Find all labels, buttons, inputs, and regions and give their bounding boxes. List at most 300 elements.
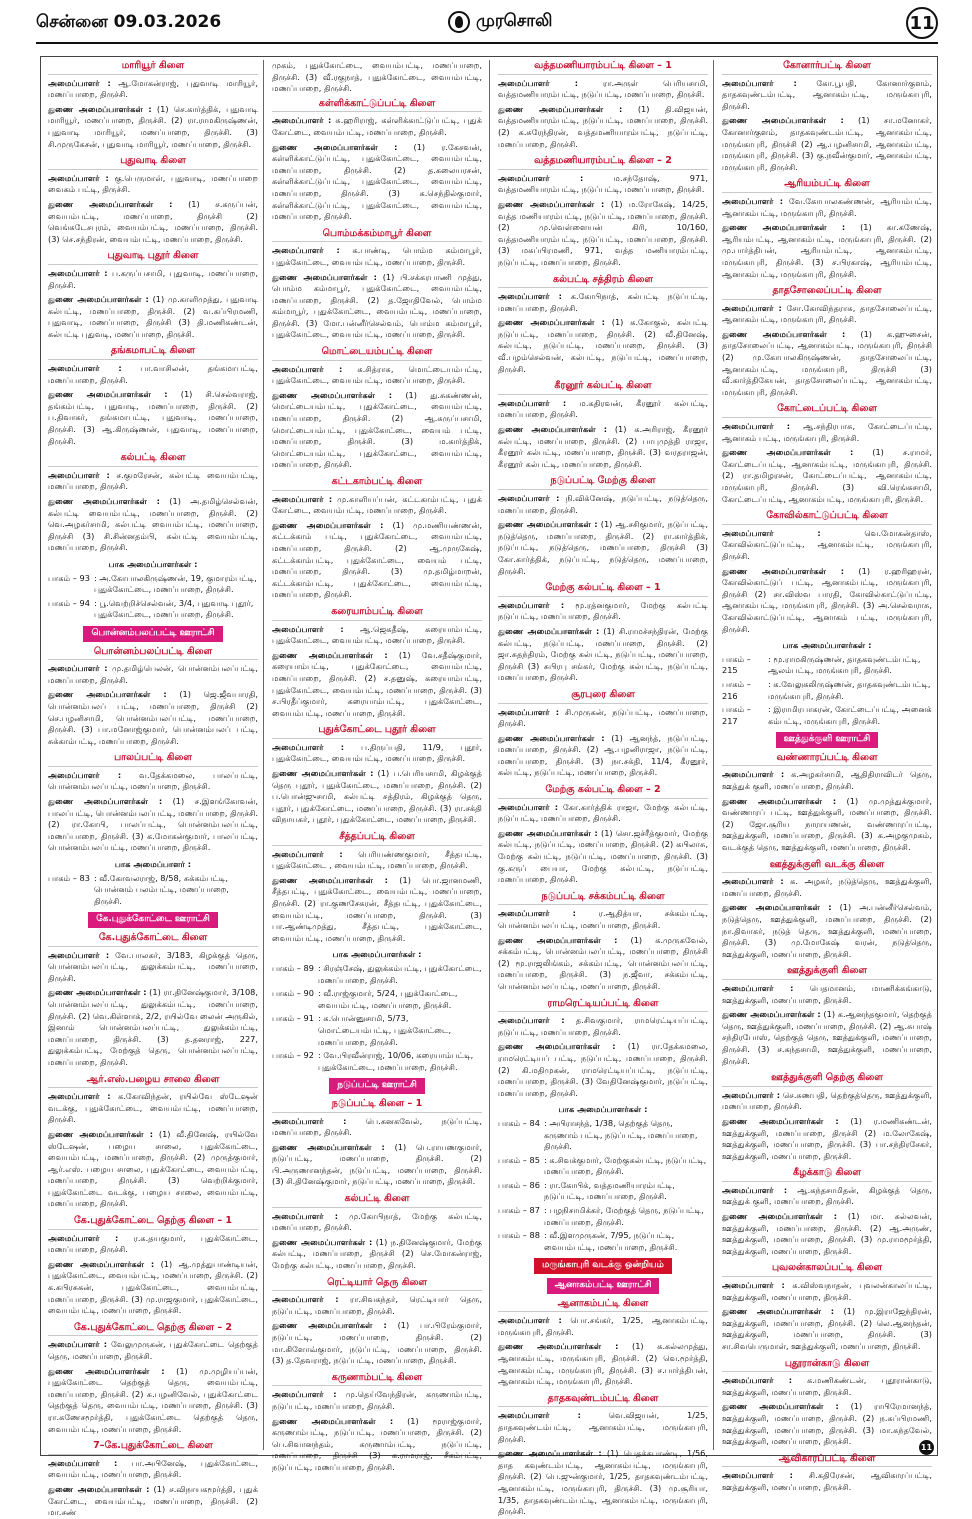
member-paragraph: [722, 796, 932, 854]
branch-title: கீரனூர் கல்பட்டி கிளை: [498, 380, 708, 395]
role-label: துணை அமைப்பாளர்கள் :: [48, 689, 167, 700]
column-2: [272, 60, 483, 1472]
role-label: அமைப்பாளர் :: [498, 77, 579, 88]
role-label: துணை அமைப்பாளர்கள் :: [498, 1041, 616, 1052]
branch-title: தாதகவுண்டம்பட்டி கிளை: [498, 1393, 708, 1408]
branch-section: [722, 510, 932, 635]
branch-title: ஊத்துக்குளி கிளை: [722, 965, 932, 980]
member-paragraph: [48, 78, 258, 101]
panchayat-banner-wrap: [48, 626, 258, 642]
booth-row: [498, 1205, 708, 1228]
member-text: (1) ச.ராமர், கோட்டைப்பட்டி, ஆனாகம்பட்டி, மருங்காபுரி, திருச்சி. (2) ரா.தமிழரசன், கோட்டைப்பட்டி, ஆனாகம்பட்டி, மருங்காபுரி, திருச்சி. (3) வி.ரெங்கசாமி, கோட்டைப்பட்டி, ஆனாகம்பட்டி, மருங்காபுரி, திருச்சி.: [722, 447, 933, 504]
member-paragraph: [722, 769, 932, 792]
member-paragraph: [722, 1211, 932, 1257]
member-paragraph: [272, 245, 482, 268]
member-text: செ.சுணபதி, தெற்குத்தெரு, ஊத்துக்குளி, மணப்பாறை, திருச்சி.: [722, 1089, 932, 1112]
role-label: அமைப்பாளர் :: [722, 1089, 780, 1100]
member-text: (1) வே.சதீஷ்குமார், கரையாம்பட்டி, புதுக்கோட்டை, வையம்பட்டி, மணப்பாறை, திருச்சி. (2) ச.தனுஷ், கரையாம்பட்டி, புதுக்கோட்டை, வையம்பட்டி, மணப்பாறை, திருச்சி. (3) ச.பிரதீப்குமார், கரையாம்பட்டி, புதுக்கோட்டை, வையம்பட்டி, மணப்பாறை, திருச்சி.: [272, 649, 482, 718]
member-text: ரா.அருள் பெரியசாமி, வத்தமணியாரம்பட்டி, நடுப்பட்டி, மணப்பாறை, திருச்சி.: [498, 77, 708, 100]
member-text: (1) அ.தமிழ்செல்வன், கல்பட்டி வையம்பட்டி, மணப்பாறை, திருச்சி. (2) வெ.அழகர்சாமி, கல்பட்டி வையம்பட்டி, மணப்பாறை, திருச்சி (3) சி.சின்னதம்பி, கல்பட்டி வையம்பட்டி, மணப்பாறை, திருச்சி.: [48, 496, 258, 553]
member-text: (1) ர.ஹரிஹரன், கோவில்காட்டுப் பட்டி, ஆனாகம்பட்டி, மருங்காபுரி, திருச்சி (2) சா.விஸ்வ பாரதி, கோவில்காட்டுப்பட்டி, ஆனாகம்பட்டி, மருங்காபுரி, திருச்சி. (3) அ.செல்வராசு, கோவில்காட்டுப்பட்டி, ஆனாகம் பட்டி, மருங்காபுரி, திருச்சி.: [722, 565, 932, 634]
role-label: அமைப்பாளர் :: [722, 527, 821, 538]
booth-list: [498, 1104, 708, 1253]
branch-title: பாலப்பட்டி கிளை: [48, 752, 258, 767]
role-label: அமைப்பாளர் :: [272, 363, 343, 374]
role-label: துணை அமைப்பாளர்கள் :: [722, 447, 854, 458]
member-paragraph: [498, 291, 708, 314]
branch-section: [272, 1098, 482, 1188]
branch-title: மேற்கு கல்பட்டி கிளை – 1: [498, 582, 708, 597]
member-text: (1) க.ஹுசைன், தாதசோலைப்பட்டி, ஆனாகம்பட்டி, மருங்காபுரி, திருச்சி (2) மு.கோபாலகிருஷ்ணன், தாதசோலைப்பட்டி, ஆனாகம்பட்டி, மருங்காபுரி, திருச்சி (3) வீ.கார்த்திகேயன், தாதசோலைப்பட்டி, ஆனாகம்பட்டி, மருங்காபுரி, திருச்சி.: [722, 328, 932, 397]
branch-section: [498, 475, 708, 577]
booth-member: : க.சிவக்குமார், மேற்குகல்பட்டி, நடுப்பட்டி, மணப்பாறை, திருச்சி.: [544, 1154, 707, 1177]
role-label: அமைப்பாளர் :: [722, 302, 782, 313]
booth-list: [272, 949, 482, 1073]
member-text: மு.காளியப்பன், கட்டகாம்பட்டி, புதுக் கோட்டை, வையம்பட்டி, மணப்பாறை, திருச்சி.: [272, 493, 482, 516]
role-label: துணை அமைப்பாளர்கள் :: [722, 222, 846, 233]
role-label: துணை அமைப்பாளர்கள் :: [272, 1141, 385, 1152]
member-text: க.சித்ராசு, மொட்டையம்பட்டி, புதுக்கோட்டை, வையம்பட்டி, மணப்பாறை, திருச்சி.: [272, 363, 482, 386]
member-text: (1) ரா.தினேஷ்குமார், 3/108, பொன்னம்பலப்பட்டி, துலுக்கம்பட்டி, மணப்பாறை, திருச்சி. (2) வெ.கிள்ளாக், 2/2, ரயில்வே லைன் அருகில், இனாம் பொன்னம்பலப்பட்டி, துலுக்கம்பட்டி, மணப்பாறை, திருச்சி. (3) த.தனராஜ், 227, துலுக்கம்பட்டி, மேற்குத் தெரு, பொன்னம்பலப்பட்டி, மணப்பாறை, திருச்சி.: [48, 987, 258, 1067]
panchayat-banner-wrap: [498, 1258, 708, 1274]
branch-title: ஆனாகம்பட்டி கிளை: [498, 1298, 708, 1313]
member-text: (1) வீ.தினேஷ், ரயில்வே ஸ்டேஷன், பழைய சாலை, புதுக்கோட்டை, வையம்பட்டி, மணப்பாறை, திருச்சி. (2) முருத்குமார், ஆர்.எஸ். பழைய சாலை, புதுக்கோட்டை, வையம்பட்டி, மணப்பாறை, திருச்சி. (3) வெற்றிக்குமார், புதுக்கோட்டை வடக்கு, பழைய சாலை, வையம்பட்டி, மணப்பாறை, திருச்சி.: [48, 1128, 258, 1209]
branch-section: [48, 250, 258, 340]
role-label: அமைப்பாளர் :: [48, 363, 122, 374]
member-text: ஆ.கந்தசாமிதன், கிழக்குத் தெரு, ஊத்துக் குளி, மணப்பாறை, திருச்சி.: [722, 1184, 932, 1207]
role-label: அமைப்பாளர் :: [498, 172, 584, 183]
branch-title: புதுக்கோட்டை புதூர் கிளை: [272, 724, 482, 739]
branch-title: கே.புதுக்கோட்டை தெற்கு கிளை – 1: [48, 1215, 258, 1230]
panchayat-banner: ஆனாகம்பட்டி ஊராட்சி: [547, 1278, 660, 1294]
column-3: [498, 60, 709, 1517]
member-text: வ.தேக்கமலை, பாலப்பட்டி, பொன்னம்பலப்பட்டி, மணப்பாறை, திருச்சி.: [48, 769, 258, 792]
branch-section: [48, 345, 258, 447]
booth-row: [272, 1050, 482, 1073]
panchayat-banner: பொன்னம்பலப்பட்டி ஊராட்சி: [83, 626, 222, 642]
role-label: அமைப்பாளர் :: [272, 1294, 339, 1305]
member-paragraph: [272, 624, 482, 647]
member-text: (1) பெ.ராயணகுமார், நடுப்பட்டி, மணப்பாறை, திருச்சி. (2) பி.அருணானந்தன், நடுப்பட்டி, மணப்பாறை, திருச்சி. (3) சி.தினேஷ்குமார், நடுப்பட்டி, மணப்பாறை, திருச்சி.: [272, 1141, 483, 1187]
branch-title: ஊத்துக்குளி தெற்கு கிளை: [722, 1072, 932, 1087]
member-paragraph: [48, 363, 258, 386]
member-paragraph: [272, 1294, 482, 1317]
booth-member: : அ.கோபாலகிருஷ்ணன், 19, குமாரம்பட்டி, புதுக்கோட்டை, மணப்பாறை, திருச்சி.: [94, 572, 257, 595]
elephant-logo-icon: [448, 11, 470, 33]
booth-row: [722, 704, 932, 727]
booth-number: பாகம் – 89: [272, 962, 314, 973]
member-paragraph: [722, 222, 932, 280]
booth-row: [48, 598, 258, 621]
branch-title: புவலன்காலப்பட்டி கிளை: [722, 1262, 932, 1277]
footer-page-number: 11: [919, 1440, 934, 1455]
member-paragraph: [48, 987, 258, 1068]
member-paragraph: [272, 768, 482, 826]
member-text: பொ.சங்கர், 1/25, ஆனாகம்பட்டி, மருங்காபுரி, திருச்சி.: [498, 1315, 708, 1337]
member-paragraph: [722, 329, 932, 399]
branch-title: மாரியூர் கிளை: [48, 60, 258, 75]
member-text: (1) ச.விநாயகமூர்த்தி, புதுக் கோட்டை, வையம்பட்டி, மணப்பாறை, திருச்சி. (2) மா.சண்: [48, 1483, 258, 1518]
branch-title: பொம்மக்கம்மாபூர் கிளை: [272, 228, 482, 243]
branch-section: [48, 932, 258, 1069]
branch-title: ராமரெட்டியப்பட்டி கிளை: [498, 998, 708, 1013]
member-paragraph: [48, 1259, 258, 1317]
member-paragraph: [722, 983, 932, 1006]
member-text: (1) க.முருகவேல், சக்கம்பட்டி, பொன்னம்பலப்பட்டி, மணப்பாறை, திருச்சி (2) மூ.ராஜலிங்கம், சக்கம்பட்டி, பொன்னம்பலப்பட்டி, மணப்பாறை, திருச்சி. (3) ந.ஜீவா, சக்கம்பட்டி, பொன்னம்பலப்பட்டி, மணப்பாறை, திருச்சி.: [498, 934, 709, 991]
booth-row: [498, 1230, 708, 1253]
booth-member: : ரா.கோபிக், வத்தமணியாரம்பட்டி, நடுப்பட்டி, மணப்பாறை, திருச்சி.: [544, 1179, 675, 1202]
member-paragraph: [498, 1015, 708, 1038]
member-paragraph: [722, 1009, 932, 1067]
member-paragraph: [722, 1280, 932, 1303]
role-label: துணை அமைப்பாளர்கள் :: [272, 1415, 394, 1426]
member-paragraph: [498, 104, 708, 150]
member-text: ப.கருப்பசாமி, புதுவாடி, மணப்பாறை, திருச்சி.: [48, 267, 258, 290]
role-label: அமைப்பாளர் :: [498, 1315, 562, 1326]
role-label: துணை அமைப்பாளர்கள் :: [498, 1341, 619, 1352]
role-label: துணை அமைப்பாளர்கள் :: [722, 795, 837, 806]
member-text: ரா.சிவகந்தர், ரெட்டியார் தெரு, நடுப்பட்டி, மணப்பாறை, திருச்சி.: [272, 1294, 482, 1316]
booth-member: : சிரஞ்சேஷ், துலுக்கம்பட்டி, புதுக்கோட்டை, மணப்பாறை, திருச்சி.: [318, 962, 482, 985]
member-text: கோ.பூபதி, கோனார்குளம், தாதகவுண்டம்பட்டி, ஆனாகம்பட்டி, மருங்காபுரி, திருச்சி.: [722, 77, 932, 111]
member-paragraph: [722, 902, 932, 960]
branch-section: [498, 274, 708, 376]
branch-section: [272, 724, 482, 826]
member-text: (1) ப.பெரியசாமி, கிழக்குத் தெரு புதூர், புதுக்கோட்டை, மணப்பாறை, திருச்சி. (2) ப.பொன்ஜுசாமி, கல்பட்டி சத்திரம், கிழக்குத் தெரு, புதூர், புதுக்கோட்டை, மணப்பாறை, திருச்சி. (3) ரா.சக்தி விநாயகர், புதூர், புதுக்கோட்டை, மணப்பாறை, திருச்சி.: [272, 768, 482, 825]
role-label: துணை அமைப்பாளர்கள் :: [272, 389, 392, 400]
booth-number: பாகம் – 90: [272, 988, 314, 999]
role-label: அமைப்பாளர் :: [48, 469, 110, 480]
member-paragraph: [272, 390, 482, 471]
member-paragraph: [48, 294, 258, 340]
branch-title: தங்கமாபட்டி கிளை: [48, 345, 258, 360]
member-paragraph: [272, 1237, 482, 1272]
role-label: துணை அமைப்பாளர்கள் :: [48, 1365, 165, 1376]
role-label: அமைப்பாளர் :: [272, 245, 340, 256]
role-label: அமைப்பாளர் :: [48, 949, 110, 960]
role-label: அமைப்பாளர் :: [722, 77, 797, 88]
column-divider: [489, 60, 490, 1450]
role-label: துணை அமைப்பாளர்கள் :: [48, 103, 152, 114]
member-text: கோ.கார்த்திக் ராஜா, மேற்கு கல்பட்டி, நடுப்பட்டி, மணப்பாறை, திருச்சி.: [498, 801, 708, 824]
branch-title: கோட்டைப்பட்டி கிளை: [722, 403, 932, 418]
member-text: பெரியண்ணகுமார், சீத்தபட்டி, புதுக்கோட்டை , வையம்பட்டி, மணப்பாறை, திருச்சி.: [272, 848, 482, 871]
member-paragraph: [48, 689, 258, 747]
member-text: (1) பி.சக்கரபாணி முத்து, பொம்ம கம்மாபூர், புதுக்கோட்டை, வையம்பட்டி, மணப்பாறை, திருச்சி. (2) த.ஜோதிவேல், பொம்ம கம்மாபூர், புதுக்கோட்டை, வையம்பட்டி, மணப்பாறை, திருச்சி. (3) மோ.பன்னீர்செல்வம், பொம்ம கம்மாபூர், புதுக்கோட்டை, வையம்பட்டி, மணப்பாறை, திருச்சி.: [272, 271, 482, 340]
member-paragraph: [48, 389, 258, 447]
member-text: (1) து.சுகண்ணன், மொட்டையம்பட்டி, புதுக்கோட்டை, வையம்பட்டி, மணப்பாறை, திருச்சி. (2) ஆ.சுருப்பசாமி, மொட்டையம்பட்டி, புதுக்கோட்டை, வையம் பட்டி, மணப்பாறை, திருச்சி. (3) ம.கார்த்திக், மொட்டையம்பட்டி, புதுக்கோட்டை, வையம்பட்டி, மணப்பாறை, திருச்சி.: [272, 389, 482, 470]
role-label: துணை அமைப்பாளர்கள் :: [272, 874, 388, 885]
branch-title: கல்பட்டி சத்திரம் கிளை: [498, 274, 708, 289]
column-divider: [713, 60, 714, 1450]
member-paragraph: [498, 626, 708, 684]
member-paragraph: [722, 876, 932, 899]
member-paragraph: [48, 796, 258, 854]
branch-title: ஆர்.எஸ்.பழைய சாலை கிளை: [48, 1074, 258, 1089]
member-text: க. அழகர், நடுத்தெரு, ஊத்துக்குளி, மணப்பாறை, திருச்சி.: [722, 876, 932, 898]
member-paragraph: [498, 78, 708, 101]
role-label: துணை அமைப்பாளர்கள் :: [272, 768, 374, 779]
panchayat-banner: ஊத்துக்குளி ஊராட்சி: [776, 732, 879, 748]
member-text: க.விஸ்வநாதன், புவலன்காலப்பட்டி, ஊத்துக்குளி, மணப்பாறை, திருச்சி.: [722, 1280, 932, 1302]
member-text: (1) மு.காளிமுத்து, புதுவாடி கல்பட்டி, மணப்பாறை, திருச்சி. (2) வ.கப்பிரமணி, புதுவாடி, மணப்பாறை, திருச்சி (3) தி.மணிகண்டன், கல்பட்டி புதுவடி, மணப்பாறை, திருச்சி.: [48, 294, 258, 339]
branch-section: [498, 784, 708, 886]
member-paragraph: [722, 1090, 932, 1113]
member-text: நி.விக்னேஷ், நடுப்பட்டி, நடுத்தெரு, மணப்பாறை, திருச்சி.: [498, 493, 708, 515]
edition-date: சென்னை 09.03.2026: [36, 12, 222, 32]
booth-member: : மூ.ராமகிருஷ்ணன், தாதகவுண்டம்பட்டி, ஆலம்பட்டி, மருங்காபுரி, திருச்சி.: [768, 653, 921, 676]
member-paragraph: [48, 1366, 258, 1436]
member-paragraph: [272, 115, 482, 138]
booth-row: [498, 1118, 708, 1153]
branch-section: [498, 1393, 708, 1518]
role-label: அமைப்பாளர் :: [498, 599, 565, 610]
booth-list-heading: பாக அமைப்பாளர்கள் :: [332, 949, 422, 960]
role-label: துணை அமைப்பாளர்கள் :: [498, 827, 598, 838]
booth-row: [272, 963, 482, 986]
booth-member: : க.வேலுகலிருஷ்ணன், தாதகவுண்டம்பட்டி, மருங்காபுரி, திருச்சி.: [768, 678, 931, 701]
member-paragraph: [272, 142, 482, 223]
booth-member: : வீ.ராஜ்குமார், 5/24, புதுக்கோட்டை, வையம்பட்டி, மணப்பாறை, திருச்சி.: [318, 988, 458, 1010]
member-paragraph: [498, 199, 708, 269]
role-label: அமைப்பாளர் :: [498, 706, 559, 717]
booth-list: [722, 640, 932, 727]
branch-section: [272, 476, 482, 601]
member-text: பெதமானம், மாணிக்கங்காடு, ஊத்துக்குளி, மணப்பாறை, திருச்சி.: [722, 982, 932, 1005]
member-text: (1) மு.மணியண்ணன், கட்டக்காம் பட்டி, புதுக்கோட்டை, வையம்பட்டி, மணப்பாறை, திருச்சி. (2) ஆ.முருகேஷ், கட்டக்காம்பட்டி, புதுக்கோட்டை, வையம் பட்டி, மணப்பாறை, திருச்சி. (3) மு.தமிழ்மாறன், கட்டக்காம்பட்டி, புதுக்கோட்டை, வையம்பட்டி, மணப்பாறை, திருச்சி.: [272, 519, 482, 600]
member-paragraph: [498, 707, 708, 730]
role-label: துணை அமைப்பாளர்கள் :: [722, 902, 832, 913]
member-text: (1) சி.செல்வராஜ், தங்கம்பட்டி, புதுவாடி, மணப்பாறை, திருச்சி. (2) ப.திவாகர், தங்கமாபட்டி, புதுவாடி, மணப்பாறை, திருச்சி. (3) ஆ.கிருஷ்ணன், புதுவாடி, மணப்பாறை, திருச்சி.: [48, 389, 259, 446]
member-paragraph: [498, 600, 708, 623]
member-paragraph: [498, 908, 708, 931]
branch-title: கோனார்பட்டி கிளை: [722, 60, 932, 75]
member-paragraph: [48, 470, 258, 493]
panchayat-banner-wrap: [722, 732, 932, 748]
role-label: அமைப்பாளர் :: [272, 493, 333, 504]
booth-row: [272, 1013, 482, 1048]
member-paragraph: [272, 1416, 482, 1474]
member-text: வேலுமுருகன், புதுக்கோட்டை தெற்குத் தெரு, மணப்பாறை, திருச்சி.: [48, 1339, 258, 1361]
role-label: துணை அமைப்பாளர்கள் :: [722, 1115, 839, 1126]
role-label: துணை அமைப்பாளர்கள் :: [722, 1009, 821, 1020]
branch-title: கல்பட்டி கிளை: [272, 1193, 482, 1208]
role-label: அமைப்பாளர் :: [48, 1457, 118, 1468]
role-label: துணை அமைப்பாளர்கள் :: [498, 519, 598, 530]
member-paragraph: [722, 1470, 932, 1493]
branch-title: கல்பட்டி கிளை: [48, 452, 258, 467]
booth-number: பாகம் – 217: [722, 704, 751, 726]
role-label: துணை அமைப்பாளர்கள் :: [272, 519, 384, 530]
member-paragraph: [272, 1116, 482, 1139]
role-label: துணை அமைப்பாளர்கள் :: [48, 987, 147, 998]
member-text: (1) கா.கணேஷ், ஆரியம்பட்டி, ஆனாகம்பட்டி, மருங்காபுரி, திருச்சி. (2) மு.பார்த்திபன், ஆரியம்பட்டி, ஆனாகம்பட்டி, மருங்காபுரி, திருச்சி. (3) ச.பிரகாஷ், ஆரியம்பட்டி, ஆனாகம்பட்டி, மருங்காபுரி, திருச்சி.: [722, 222, 932, 279]
member-paragraph: [498, 802, 708, 825]
branch-section: [272, 1193, 482, 1272]
role-label: துணை அமைப்பாளர்கள் :: [48, 389, 168, 400]
role-label: அமைப்பாளர் :: [272, 741, 345, 752]
booth-row: [498, 1155, 708, 1178]
branch-section: [722, 752, 932, 854]
role-label: அமைப்பாளர் :: [48, 77, 111, 88]
branch-section: [48, 60, 258, 150]
member-text: (1) செ.கார்த்திக், புதுவாடி மாரியூர், மணப்பாறை, திருச்சி. (2) ரா.ராமகிருஷ்ணன், புதுவாடி மாரியூர், மணப்பாறை, திருச்சி. (3) சி.முருகேசன், புதுவாடி மாரியூர், மணப்பாறை, திருச்சி.: [48, 103, 258, 149]
member-paragraph: [48, 268, 258, 291]
member-text: கு.பெருமாள், புதுவாடி, மணப்பாறை வைகம் பட்டி, திருச்சி.: [48, 172, 258, 195]
member-text: சு.ஹரிராஜ், கள்ளிக்காட்டுப்பட்டி, புதுக் கோட்டை, வையம்பட்டி, மணப்பாறை, திருச்சி.: [272, 115, 482, 137]
member-paragraph: [722, 1185, 932, 1208]
branch-title: ஆவிகாரப்பட்டி கிளை: [722, 1453, 932, 1468]
member-paragraph: [722, 196, 932, 219]
branch-section: [272, 831, 482, 944]
booth-number: பாகம் – 91: [272, 1013, 314, 1024]
member-text: பெ.கனகவேல், நடுப்பட்டி, மணப்பாறை, திருச்சி.: [272, 1115, 482, 1138]
panchayat-banner: நடுப்பட்டி ஊராட்சி: [329, 1078, 425, 1094]
member-paragraph: [722, 115, 932, 173]
branch-title: நடுப்பட்டி மேற்கு கிளை: [498, 475, 708, 490]
member-text: பா.அபினேஷ், புதுக்கோட்டை, வையம்பட்டி, மணப்பாறை, திருச்சி.: [48, 1457, 258, 1480]
role-label: துணை அமைப்பாளர்கள் :: [722, 328, 846, 339]
branch-title: கருணாம்பட்டி கிளை: [272, 1372, 482, 1387]
member-text: ப.திருப்பதி, 11/9, புதூர், புதுக்கோட்டை, வையம்பட்டி, மணப்பாறை, திருச்சி.: [272, 741, 482, 764]
member-paragraph: [272, 1142, 482, 1188]
member-text: (1) க.ஆனந்தகுமார், தெற்குத் தெரு, ஊத்துக்குளி, மணப்பாறை, திருச்சி. (2) ஆ.சுபாஷ் சந்திரபோஸ், தெற்குத் தெரு, ஊத்துக்குளி, மணப்பாறை, திருச்சி. (3) ச.கந்தசாமி, ஊத்துக்குளி, மணப்பாறை, திருச்சி.: [722, 1009, 932, 1066]
booth-row: [722, 679, 932, 702]
member-text: மு.தமிழ்பெலன், பொன்னம்பலப்பட்டி, மணப்பாறை, திருச்சி.: [48, 663, 258, 685]
branch-section: [48, 1215, 258, 1317]
role-label: அமைப்பாளர் :: [272, 115, 332, 126]
member-paragraph: [722, 1306, 932, 1352]
branch-section: [722, 1262, 932, 1352]
member-paragraph: [722, 447, 932, 505]
member-paragraph: [272, 520, 482, 601]
member-text: (1) ர.கேசவன், கள்ளிக்காட்டுப்பட்டி, புதுக்கோட்டை, வையம்பட்டி, மணப்பாறை, திருச்சி. (2) த.கலையரசன், கள்ளிக்காட்டுப்பட்டி, புதுக்கோட்டை, வையம்பட்டி, மணப்பாறை, திருச்சி. (3) க.செந்தில்குமார், கள்ளிக்காட்டுப்பட்டி, புதுக்கோட்டை, வையம்பட்டி, மணப்பாறை, திருச்சி.: [272, 141, 482, 222]
role-label: அமைப்பாளர் :: [498, 1410, 581, 1421]
member-paragraph: [498, 493, 708, 516]
role-label: அமைப்பாளர் :: [272, 1210, 339, 1221]
column-1: [48, 60, 259, 1518]
role-label: அமைப்பாளர் :: [272, 623, 344, 634]
member-paragraph: [272, 849, 482, 872]
branch-section: [272, 606, 482, 719]
role-label: அமைப்பாளர் :: [48, 663, 108, 674]
member-paragraph: [272, 1320, 482, 1366]
member-paragraph: [722, 1116, 932, 1162]
role-label: அமைப்பாளர் :: [498, 291, 562, 302]
booth-number: பாகம் – 94: [48, 597, 90, 608]
role-label: துணை அமைப்பாளர்கள் :: [48, 198, 173, 209]
branch-section: [48, 752, 258, 854]
member-paragraph: [722, 1401, 932, 1447]
member-text: ம.சந்தோஷ், 971, வத்தமணியாரம்பட்டி, நடுப்பட்டி, மணப்பாறை, திருச்சி.: [498, 172, 708, 195]
member-text: மூ.ரத்னகுமார், மேற்கு கல்பட்டி நடுப்பட்டி, மணப்பாறை, திருச்சி.: [498, 599, 708, 622]
member-text: (1) ம.ரோகேஷ், 14/25, வத்த மணியாரம்பட்டி, நடுப்பட்டி, மணப்பாறை, திருச்சி. (2) மு.வெள்ளையன் கிரி, 10/160, வத்தமணியாரம்பட்டி, நடுப்பட்டி, மணப்பாறை, திருச்சி. (3) மகப்பிரமணி, 971, வத்த மணியாரம்பட்டி, நடுப்பட்டி, மணப்பாறை, திருச்சி.: [498, 198, 708, 267]
booth-number: பாகம் – 86: [498, 1179, 540, 1190]
branch-title: மொட்டையம்பட்டி கிளை: [272, 346, 482, 361]
booth-number: பாகம் – 216: [722, 678, 751, 701]
role-label: துணை அமைப்பாளர்கள் :: [722, 1306, 835, 1317]
role-label: அமைப்பாளர் :: [48, 267, 108, 278]
column-4: [722, 60, 933, 1492]
member-text: (1) பெதக்கபாண்டி, 1/56, தாத கவுண்டம்பட்டி, ஆனாகம்பட்டி, மருங்காபுரி, திருச்சி. (2) பெ.ஜுன்குமார், 1/25, தாதகவுண்டம்பட்டி, ஆனாகம்பட்டி, மருங்காபுரி, திருச்சி. (3) மு.சூரியா, 1/35, தாதகவுண்டம்பட்டி, ஆனாகம்பட்டி, மருங்காபுரி, திருச்சி.: [498, 1448, 708, 1517]
role-label: துணை அமைப்பாளர்கள் :: [272, 1236, 373, 1247]
member-paragraph: [498, 424, 708, 470]
branch-title: புதுவாடி கிளை: [48, 155, 258, 170]
member-paragraph: [48, 496, 258, 554]
role-label: அமைப்பாளர் :: [272, 1389, 337, 1400]
member-paragraph: [272, 875, 482, 945]
member-text: க.பாண்டி, பொம்ம கம்மாபூர், புதுக்கோட்டை, வையம்பட்டி, மணப்பாறை, திருச்சி.: [272, 245, 482, 267]
branch-section: [722, 859, 932, 961]
branch-section: [272, 98, 482, 223]
member-text: ஆ.மோகன்ராஜ், புதுவாடி மாரியூர், மணப்பாறை, திருச்சி.: [48, 77, 258, 100]
member-paragraph: [498, 398, 708, 421]
page-number-badge: 11: [906, 7, 938, 39]
member-paragraph: [498, 1448, 708, 1518]
role-label: துணை அமைப்பாளர்கள் :: [498, 1448, 602, 1459]
branch-section: [722, 403, 932, 505]
member-text: (1) ச.கருப்பன், வையம்பட்டி, மணப்பாறை, திருச்சி (2) வெங்கடேசபுரம், வையம்பட்டி, மணப்பாறை, திருச்சி. (3) செ.சந்திரன், வையம்பட்டி, மணப்பாறை, திருச்சி.: [48, 198, 258, 244]
panchayat-banner-wrap: [48, 912, 258, 928]
branch-section: [272, 346, 482, 471]
member-text: சி.முருகன், நடுப்பட்டி, மணப்பாறை, திருச்சி.: [498, 706, 708, 729]
member-paragraph: [48, 1458, 258, 1481]
member-text: (1) மூராஜ்குமார், கருணாம்பட்டி, நடுப்பட்டி, மணப்பாறை, திருச்சி. (2) பெ.சிவானந்தம், கருணாம்பட்டி, நடுப்பட்டி, மணப்பாறை, திருச்சி (3) க.ராமராஜ், சீகம்பட்டி, நடுப்பட்டி, மணப்பாறை, திருச்சி.: [272, 1415, 482, 1472]
member-paragraph: [498, 1315, 708, 1338]
branch-title: தாதசோலைப்பட்டி கிளை: [722, 285, 932, 300]
branch-title: வண்ணாரப்பட்டி கிளை: [722, 752, 932, 767]
member-text: வே.கோபாலகண்ணன், ஆரியம்பட்டி, ஆனாகம்பட்டி, மருங்காபுரி, திருச்சி.: [722, 195, 932, 218]
member-text: (1) ஆனந்த், நடுப்பட்டி, மணப்பாறை, திருச்சி. (2) ஆ.பழனிராஜா, நடுப்பட்டி, மணப்பாறை, திருச்சி. (3) நா.சக்தி, 11/4, கீரனூர், கல்பட்டி, நடுப்பட்டி, மணப்பாறை, திருச்சி.: [498, 732, 708, 778]
member-paragraph: [498, 733, 708, 779]
member-text: க.கோபிநாத், கல்பட்டி நடுப்பட்டி, மணப்பாறை, திருச்சி.: [498, 291, 708, 313]
booth-list: [48, 859, 258, 907]
role-label: துணை அமைப்பாளர்கள் :: [498, 103, 623, 114]
member-text: (1) தி.விஜயன், வத்தமணியாரம்பட்டி, நடுப்பட்டி, மணப்பாறை, திருச்சி. (2) க.சுரேந்திரன், வத்தமணியாரம்பட்டி, நடுப்பட்டி, மணப்பாறை, திருச்சி.: [498, 103, 708, 149]
booth-number: பாகம் – 87: [498, 1205, 540, 1216]
role-label: துணை அமைப்பாளர்கள் :: [498, 198, 605, 209]
branch-title: சீத்தப்பட்டி கிளை: [272, 831, 482, 846]
booth-list-heading: பாக அமைப்பாளர்கள் :: [558, 1104, 648, 1115]
branch-section: [498, 380, 708, 470]
branch-title: ரெட்டியார் தெரு கிளை: [272, 1277, 482, 1292]
role-label: துணை அமைப்பாளர்கள் :: [498, 424, 607, 435]
booth-row: [48, 873, 258, 908]
member-text: ர.ஆதித்யா, சக்கம்பட்டி, பொன்னம்பலப்பட்டி, மணப்பாறை, திருச்சி.: [498, 908, 708, 930]
member-text: (1) பா.பிரேம்குமார், நடுப்பட்டி, மணப்பாறை, திருச்சி. (2) மா.கிளோவ்குமார், நடுப்பட்டி, மணப்பாறை, திருச்சி. (3) த.தேவராஜ், நடுப்பட்டி, மணப்பாறை, திருச்சி.: [272, 1320, 482, 1366]
member-text: வெ.விஜயன், 1/25, தாதகவுண்டம்பட்டி, ஆனாகம்பட்டி, மருங்காபுரி, திருச்சி.: [498, 1410, 708, 1444]
member-paragraph: [498, 1341, 708, 1387]
branch-section: [722, 285, 932, 398]
role-label: துணை அமைப்பாளர்கள் :: [272, 141, 398, 152]
branch-title: புதுவாடி புதூர் கிளை: [48, 250, 258, 265]
booth-list: [48, 559, 258, 621]
member-text: ஆ.ஜெகதீஷ், கரையாம்பட்டி, புதுக்கோட்டை, வையம்பட்டி, மணப்பாறை, திருச்சி.: [272, 623, 482, 646]
role-label: அமைப்பாளர் :: [498, 908, 576, 919]
branch-section: [272, 1277, 482, 1367]
branch-title: கீழக்காடு கிளை: [722, 1167, 932, 1182]
branch-section: [498, 891, 708, 993]
column-divider: [263, 60, 264, 1450]
booth-number: பாகம் – 83: [48, 872, 90, 883]
branch-title: 7–கே.புதுக்கோட்டை கிளை: [48, 1440, 258, 1455]
booth-number: பாகம் – 85: [498, 1154, 540, 1165]
member-text: (1) க.கல்லமுத்து, ஆனாகம்பட்டி, மருங்காபுரி, திருச்சி. (2) வெ.மூர்த்தி, ஆனாகம்பட்டி, மருங்காபுரி, திருச்சி. (3) ச.பார்த்திபன், ஆனாகம்பட்டி, மருங்காபுரி, திருச்சி.: [498, 1341, 708, 1387]
branch-section: [48, 1440, 258, 1519]
booth-list-heading: பாக அமைப்பாளர்கள் :: [108, 558, 198, 569]
branch-section: [498, 689, 708, 779]
role-label: துணை அமைப்பாளர்கள் :: [722, 115, 844, 126]
